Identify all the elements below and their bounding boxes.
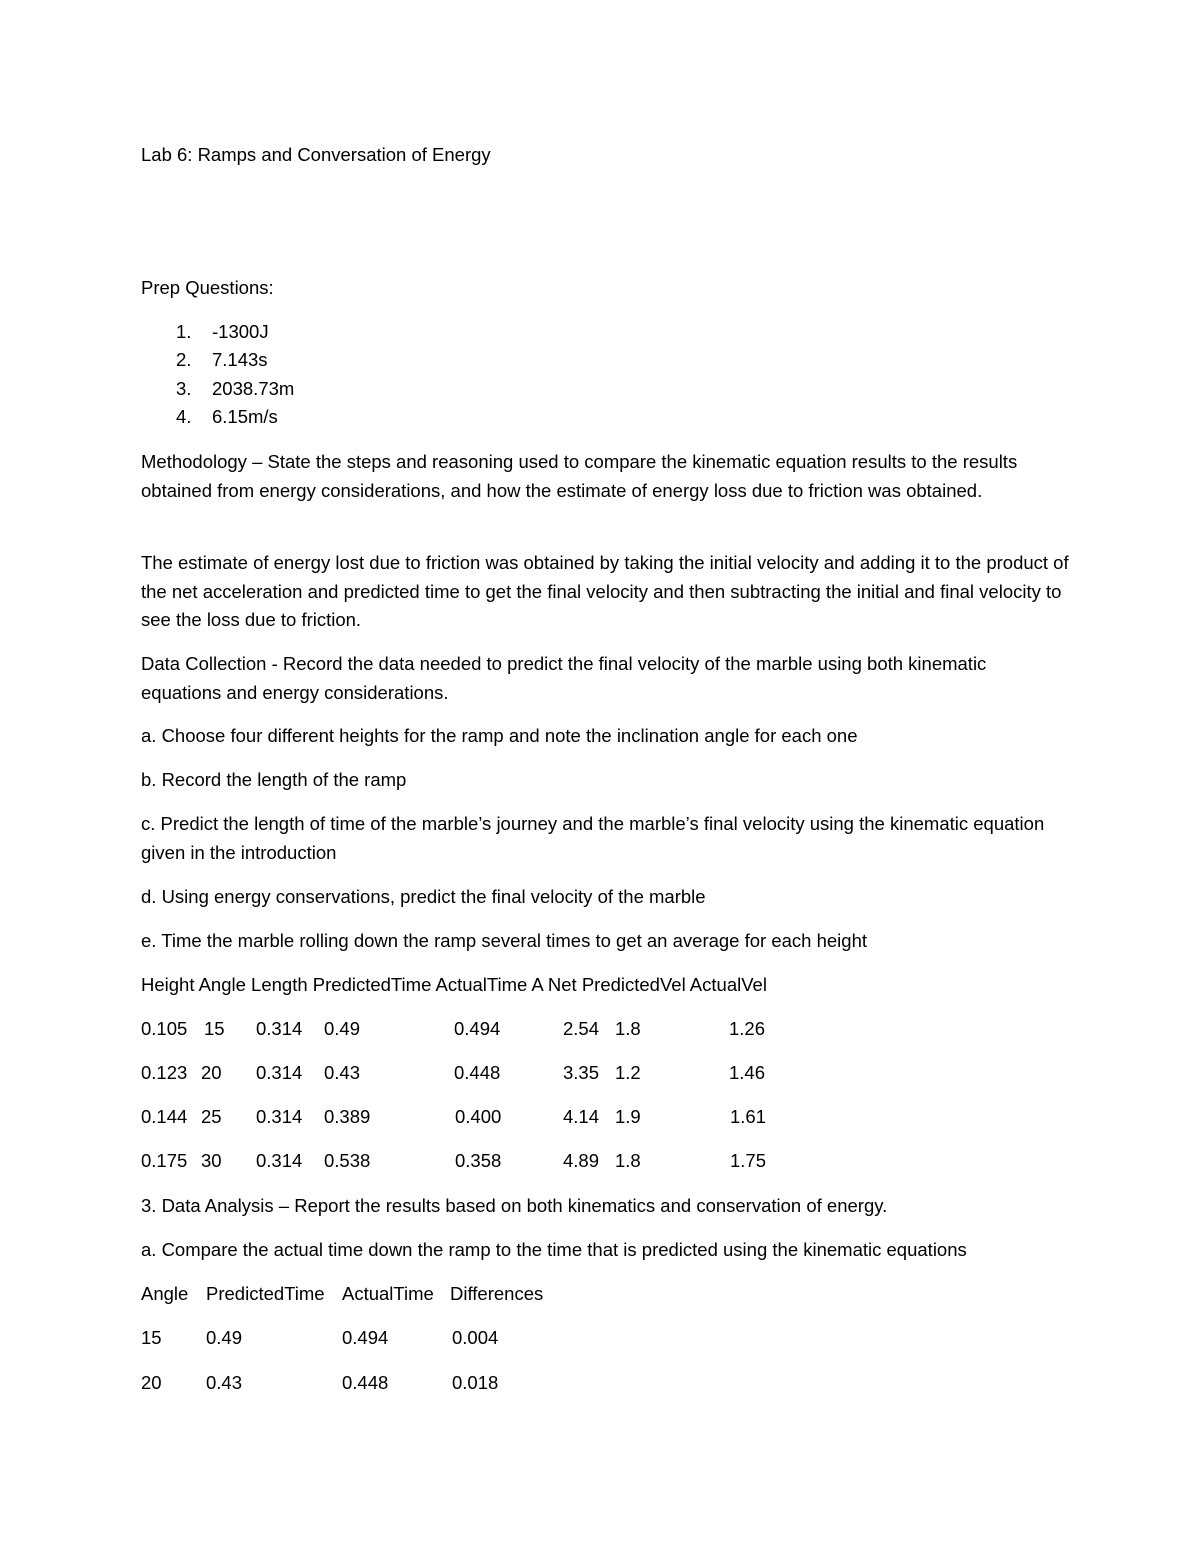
cell-predicted-time: 0.389 [324,1106,371,1127]
cell-predicted-vel: 1.8 [615,1018,641,1039]
cell-actual-vel: 1.75 [730,1150,767,1171]
table-header: Height Angle Length PredictedTime ActualTime A Net PredictedVel ActualVel [141,974,767,995]
cell-a: 3.35 [563,1062,600,1083]
list-text: 6.15m/s [212,406,278,427]
cell-angle: 25 [201,1106,222,1127]
step-e: e. Time the marble rolling down the ramp several times to get an average for each height [141,930,867,951]
cell-actual-vel: 1.61 [730,1106,767,1127]
cell-difference: 0.018 [452,1372,499,1393]
list-number: 3. [176,378,192,399]
cell-a: 4.89 [563,1150,600,1171]
cell-actual-time: 0.400 [455,1106,502,1127]
cell-length: 0.314 [256,1150,303,1171]
step-a: a. Choose four different heights for the ramp and note the inclination angle for each one [141,725,858,746]
cell-a: 2.54 [563,1018,600,1039]
cell-predicted-time: 0.49 [206,1327,243,1348]
cell-actual-time: 0.448 [454,1062,501,1083]
cell-predicted-time: 0.538 [324,1150,371,1171]
cell-predicted-time: 0.49 [324,1018,361,1039]
cell-angle: 30 [201,1150,222,1171]
cell-height: 0.175 [141,1150,188,1171]
friction-paragraph: The estimate of energy lost due to friction was obtained by taking the initial velocity and adding it to the product of the net acceleration and predicted time to get the final velocity and then subtracting the initial and final velocity to see the loss due to friction. [141,552,1069,630]
cell-height: 0.123 [141,1062,188,1083]
col-header-actual-time: ActualTime [342,1283,434,1304]
cell-length: 0.314 [256,1018,303,1039]
col-header-angle: Angle [141,1283,189,1304]
cell-actual-time: 0.358 [455,1150,502,1171]
cell-angle: 20 [201,1062,222,1083]
analysis-a: a. Compare the actual time down the ramp to the time that is predicted using the kinematic equations [141,1239,967,1260]
cell-length: 0.314 [256,1062,303,1083]
cell-predicted-time: 0.43 [206,1372,243,1393]
step-d: d. Using energy conservations, predict the final velocity of the marble [141,886,706,907]
cell-difference: 0.004 [452,1327,499,1348]
col-header-predicted-time: PredictedTime [206,1283,325,1304]
data-collection-paragraph: Data Collection - Record the data needed to predict the final velocity of the marble using both kinematic equations and energy considerations. [141,653,987,703]
data-analysis-heading: 3. Data Analysis – Report the results based on both kinematics and conservation of energy. [141,1195,888,1216]
cell-a: 4.14 [563,1106,600,1127]
prep-questions-heading: Prep Questions: [141,277,274,298]
list-number: 4. [176,406,192,427]
list-text: -1300J [212,321,269,342]
cell-predicted-vel: 1.2 [615,1062,641,1083]
cell-actual-time: 0.448 [342,1372,389,1393]
document-title: Lab 6: Ramps and Conversation of Energy [141,144,491,165]
cell-actual-time: 0.494 [454,1018,501,1039]
cell-angle: 15 [204,1018,225,1039]
step-c: c. Predict the length of time of the marble’s journey and the marble’s final velocity using the kinematic equation given in the introduction [141,813,1045,863]
cell-height: 0.105 [141,1018,188,1039]
cell-height: 0.144 [141,1106,188,1127]
cell-length: 0.314 [256,1106,303,1127]
list-text: 2038.73m [212,378,295,399]
step-b: b. Record the length of the ramp [141,769,407,790]
list-number: 2. [176,349,192,370]
cell-predicted-time: 0.43 [324,1062,361,1083]
cell-angle: 15 [141,1327,162,1348]
cell-angle: 20 [141,1372,162,1393]
cell-predicted-vel: 1.8 [615,1150,641,1171]
cell-actual-vel: 1.46 [729,1062,766,1083]
list-number: 1. [176,321,192,342]
cell-predicted-vel: 1.9 [615,1106,641,1127]
col-header-differences: Differences [450,1283,544,1304]
cell-actual-time: 0.494 [342,1327,389,1348]
list-text: 7.143s [212,349,268,370]
cell-actual-vel: 1.26 [729,1018,766,1039]
methodology-paragraph: Methodology – State the steps and reasoning used to compare the kinematic equation results to the results obtained from energy considerations, and how the estimate of energy loss due to friction was obtained. [141,451,1018,501]
